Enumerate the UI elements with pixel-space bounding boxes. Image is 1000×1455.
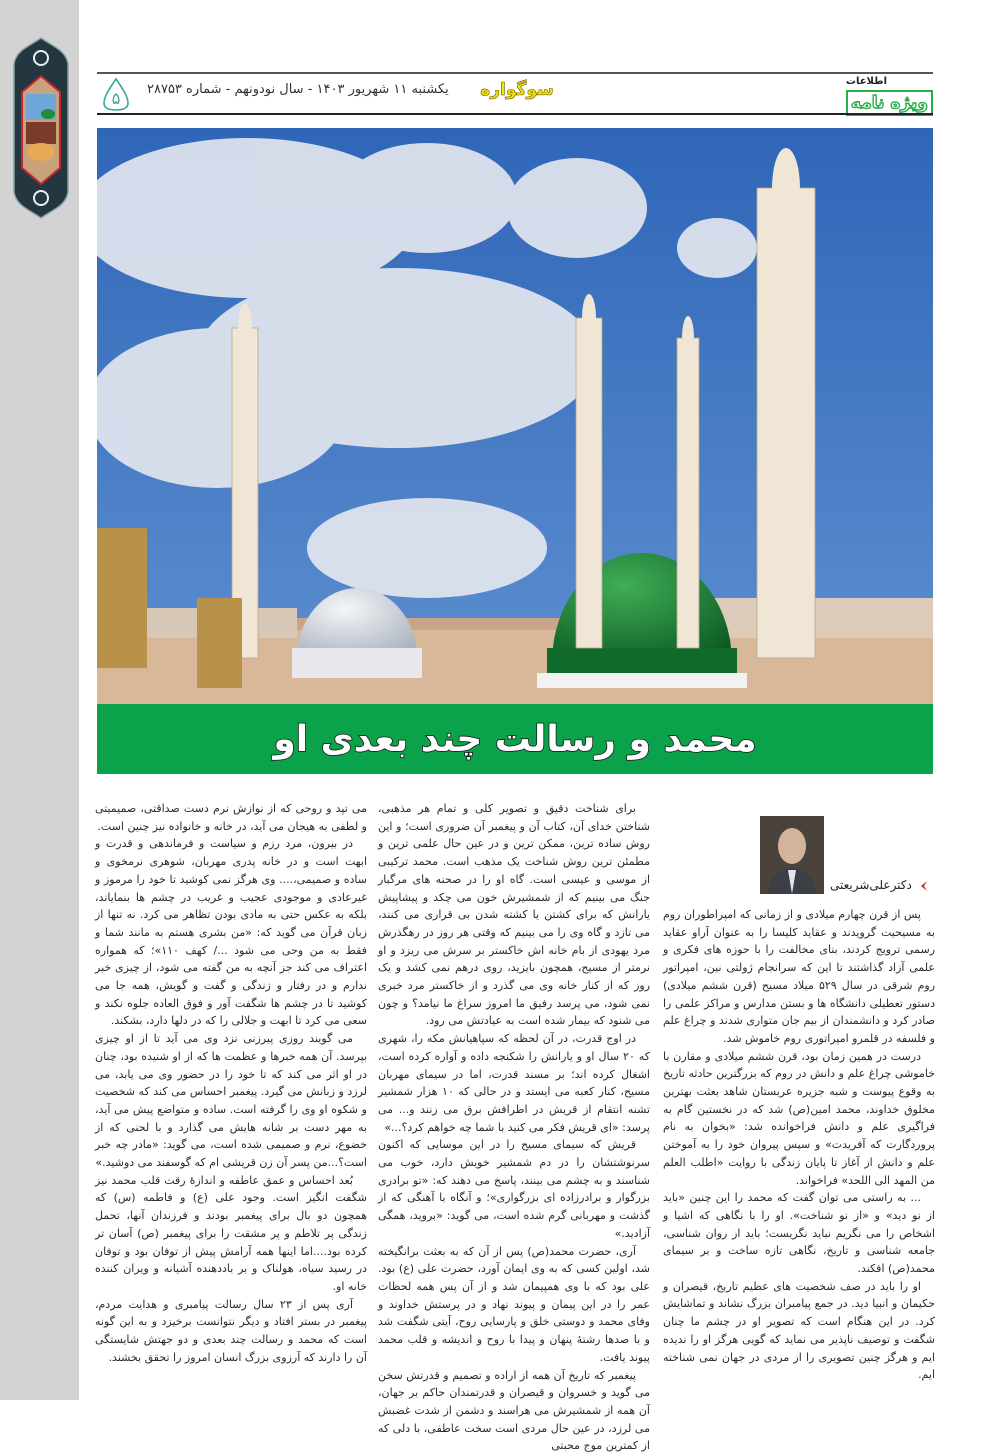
chevron-left-icon — [918, 880, 930, 892]
author-name: دکترعلی‌شریعتی — [830, 878, 912, 892]
mosque-illustration-icon — [97, 128, 933, 704]
article-column-right — [663, 906, 935, 1384]
issue-date-line: یکشنبه ۱۱ شهریور ۱۴۰۳ - سال نودونهم - شماره ۲۸۷۵۳ — [147, 82, 449, 97]
paragraph: می تپد و روحی که از نوازش نرم دست صداقتی، صمیمیتی و لطفی به هیجان می آید، در خانه و خانواده نیز چنین است. — [95, 800, 367, 835]
header-top-rule — [97, 72, 933, 74]
article-column-middle — [378, 800, 650, 1455]
shrine-emblem-icon — [12, 36, 70, 220]
paragraph: درست در همین زمان بود، قرن ششم میلادی و مقارن با خاموشی چراغ علم و دانش در روم که بزرگترین حادثه تاریخ به وقوع پیوست و شبه جزیره عربستان شاهد بعثت بهترین مخلوق خداوند، محمد امین(ص) شد که در نخستین گام به فراگیری علم و دانش فراخوانده شد: «بخوان به نام پروردگارت که آفریدت» و سپس پیروان خود را به آموختن علم و دانش از آغاز تا پایان زندگی با روایت «اطلب العلم من المهد الی اللحد» فراخواند. — [663, 1048, 935, 1190]
header-bottom-rule — [97, 113, 933, 115]
paragraph: بُعد احساس و عمق عاطفه و اندازهٔ رقت قلب محمد نیز شگفت انگیز است. وجود علی (ع) و فاطمه (س) که همچون دو بال برای پیغمبر بودند و فرزندان آنها، تحمل زندگی پر تلاطم و پر مشقت را برای پیغمبر (ص) آسان تر کرده بود....اما اینها همه آرامش پیش از توفان بود و توفان در رسید سیاه، هولناک و بر باددهنده آشیانه و ویران کننده خانه او. — [95, 1172, 367, 1296]
brand-logo — [833, 76, 933, 116]
paragraph: برای شناخت دقیق و تصویر کلی و تمام هر مذهبی، شناختن خدای آن، کتاب آن و پیغمبر آن ضروری است؛ و این روش ساده ترین، ممکن ترین و در عین حال علمی ترین و مطمئن ترین روش شناخت یک مذهب است. محمد ترکیبی از موسی و عیسی است. گاه او را در صحنه های مرگبار جنگ می بینیم که از شمشیرش خون می چکد و پیشاپیش یارانش که برای کشتن یا کشته شدن بی قراری می کنند، می تازد و گاه وی را می بینیم که وقتی هر روز در رهگذرش مرد یهودی از بام خانه اش خاکستر بر سرش می ریزد و او نرمتر از مسیح، همچون بایزید، روی درهم نمی کشد و یک روز که از کنار خانه وی می گذرد و از خاکستر مرد خبری نمی شود، می پرسد رفیق ما امروز سراغ ما نیامد؟ و چون می شنود که بیمار شده است به عیادتش می رود. — [378, 800, 650, 1030]
paragraph: آری، حضرت محمد(ص) پس از آن که به بعثت برانگیخته شد، اولین کسی که به وی ایمان آورد، حضرت علی (ع) بود. علی بود که با وی همپیمان شد و از آن پس همه لحظات عمر را در این پیمان و پیوند نهاد و در پرستش خداوند و وفای محمد و دوستی خلق و پارسایی روح، آیتی شگفت شد و با صدها رشتهٔ پنهان و پیدا با روح و اندیشه و قلب محمد پیوند یافت. — [378, 1243, 650, 1367]
author-photo — [760, 816, 824, 894]
section-title: سوگواره — [477, 80, 557, 100]
page-header — [97, 72, 933, 116]
paragraph: ... به راستی می توان گفت که محمد را این چنین «باید از نو دید» و «از نو شناخت». او را با نگاهی که اشیا و اشخاص را می نگریم نباید نگریست؛ باید از روان شناسی، جامعه شناسی و تاریخ، نگاهی تازه ساخت و بر سیمای محمد(ص) افکند. — [663, 1189, 935, 1278]
paragraph: او را باید در صف شخصیت های عظیم تاریخ، قیصران و حکیمان و انبیا دید. در جمع پیامبران بزرگ نشاند و تماشایش کرد. در این هنگام است که تصویر او در چشم ما چنان شگفت و توصیف ناپذیر می نماید که گویی هرگز او را ندیده ایم و هرگز چنین تصویری را از مردی در جهان نمی شناخته ایم. — [663, 1278, 935, 1384]
article-headline: محمد و رسالت چند بعدی او — [273, 719, 756, 760]
mosque-photo — [97, 128, 933, 704]
side-strip — [0, 0, 79, 1400]
paragraph: در اوج قدرت، در آن لحظه که سپاهیانش مکه را، شهری که ۲۰ سال او و یارانش را شکنجه داده و آواره کرده است، اشغال کرده اند؛ بر مسند قدرت، اما در سیمای مهربان مسیح، کنار کعبه می ایستد و در حالی که ۱۰ هزار شمشیر تشنه انتقام از قریش در اطرافش برق می زنند و... می پرسد: «ای قریش فکر می کنید با شما چه خواهم کرد؟...» — [378, 1030, 650, 1136]
paragraph: در بیرون، مرد رزم و سیاست و فرماندهی و قدرت و ابهت است و در خانه پدری مهربان، شوهری نرمخوی و ساده و صمیمی،.... وی هرگز نمی کوشید تا خود را مرموز و غیرعادی و موجودی عجیب و غریب در چشم ها بنمایاند، بلکه به عکس حتی به مادی بودن تظاهر می کرد. نه تنها از زبان قرآن می گوید که: «من بشری هستم به مانند شما و فقط به من وحی می شود .../ کهف ۱۱۰»؛ که همواره اعتراف می کند جز آنچه به من گفته می شود، از چیزی خبر ندارم و در رفتار و زندگی و گفت و گویش، همه جا می کوشید تا در چشم ها شگفت آور و فوق العاده جلوه نکند و سعی می کرد تا ابهت و جلالی را که در دلها دارد، بشکند. — [95, 835, 367, 1030]
author-portrait-icon — [760, 816, 824, 894]
brand-super: اطلاعات — [846, 76, 887, 87]
page-number-badge — [101, 77, 131, 111]
paragraph: پس از قرن چهارم میلادی و از زمانی که امپراطوران روم به مسیحیت گرویدند و عقاید کلیسا را به عنوان آراو عقاید رسمی ترویج کردند، بنای مخالفت را با حوزه های فکری و علمی آزاد گذاشتند تا این که سرانجام ژولتی نین، امپراتور روم شرقی در سال ۵۲۹ میلاد مسیح (قرن ششم میلادی) دستور تعطیلی دانشگاه ها و بستن مدارس و مراکز علمی را صادر کرد و دانشمندان از بیم جان متواری شدند و چراغ علم و فلسفه در قلمرو امپراتوری روم خاموش شد. — [663, 906, 935, 1048]
svg-text:۵: ۵ — [112, 89, 121, 108]
brand-main: ویژه نامه — [846, 90, 933, 116]
paragraph: پیغمبر که تاریخ آن همه از اراده و تصمیم و قدرتش سخن می گوید و خسروان و قیصران و قدرتمندان حاکم بر جهان، آن همه از شمشیرش می هراسند و دشمن از شدت غضبش می لرزد، در عین حال مردی است سخت عاطفی، با دلی که از کمترین موج محبتی — [378, 1367, 650, 1455]
paragraph: می گویند روزی پیرزنی نزد وی می آید تا از او چیزی بپرسد. آن همه خبرها و عظمت ها که از او شنیده بود، چنان در او اثر می کند که تا خود را در حضور وی می یابد، می لرزد و زبانش می گیرد. پیغمبر احساس می کند که شخصیت و شکوه او وی را گرفته است. ساده و متواضع پیش می آید، به مهر دست بر شانه هایش می گذارد و با لحنی که از خضوع، نرم و صمیمی شده است، می گوید: «مادر چه خبر است؟...من پسر آن زن قریشی ام که گوسفند می دوشید.» — [95, 1030, 367, 1172]
article-column-left — [95, 800, 367, 1367]
paragraph: آری پس از ۲۳ سال رسالت پیامبری و هدایت مردم، پیغمبر در بستر افتاد و دیگر نتوانست برخیزد و به این گونه است که محمد و رسالت چند بعدی و دو جهتش شایستگی آن را دارند که آرزوی بزرگ انسان امروز را تحقق بخشند. — [95, 1296, 367, 1367]
headline-banner — [97, 704, 933, 774]
paragraph: قریش که سیمای مسیح را در این موسایی که اکنون سرنوشتشان را در دم شمشیر خویش دارد، خوب می شناسند و به چشم می بینند، پاسخ می دهند که: «تو برادری بزرگوار و برادرزاده ای بزرگواری»؛ و آنگاه با آهنگی که از گذشت و مهربانی گرم شده است، می گوید: «بروید، همگی آزادید.» — [378, 1136, 650, 1242]
